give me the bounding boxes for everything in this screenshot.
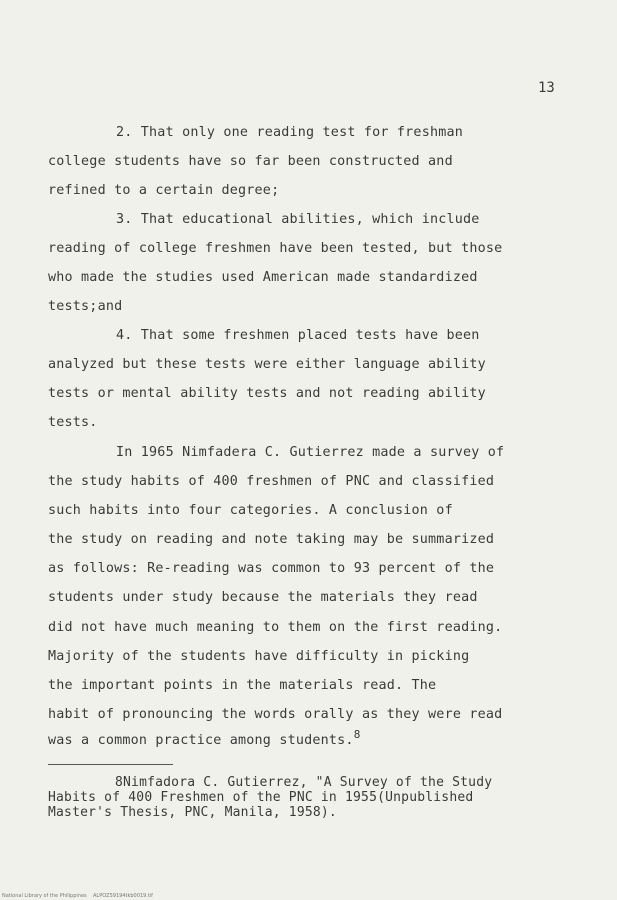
text-line: 4. That some freshmen placed tests have been <box>116 328 480 343</box>
text-line: Majority of the students have difficulty in picking <box>48 649 470 664</box>
text-line: did not have much meaning to them on the first reading. <box>48 620 503 635</box>
text-line: tests. <box>48 415 98 430</box>
footnote-rule <box>48 764 173 765</box>
page-number: 13 <box>538 80 555 96</box>
text-line: 3. That educational abilities, which include <box>116 212 480 227</box>
text-line: the study habits of 400 freshmen of PNC and classified <box>48 474 495 489</box>
text-line: students under study because the materials they read <box>48 590 478 605</box>
text-line: the study on reading and note taking may be summarized <box>48 532 495 547</box>
text-line: college students have so far been constructed and <box>48 154 453 169</box>
footnote-line: Habits of 400 Freshmen of the PNC in 1955(Unpublished <box>48 790 474 805</box>
text-line: tests or mental ability tests and not reading ability <box>48 386 486 401</box>
text-line: 2. That only one reading test for freshman <box>116 125 463 140</box>
text-line-with-footnote <box>48 728 361 748</box>
footnote-line: 8Nimfadora C. Gutierrez, "A Survey of the Study <box>115 775 493 790</box>
archive-footer: National Library of the Philippines ALPOZ59194tkb0019.tif <box>2 893 153 899</box>
text-line-content: was a common practice among students. <box>48 733 354 748</box>
text-line: tests;and <box>48 299 123 314</box>
text-line: In 1965 Nimfadera C. Gutierrez made a survey of <box>116 445 505 460</box>
text-line: refined to a certain degree; <box>48 183 280 198</box>
text-line: analyzed but these tests were either language ability <box>48 357 486 372</box>
text-line: such habits into four categories. A conclusion of <box>48 503 453 518</box>
footnote-line: Master's Thesis, PNC, Manila, 1958). <box>48 805 337 820</box>
footnote-marker: 8 <box>353 728 361 741</box>
text-line: habit of pronouncing the words orally as they were read <box>48 707 503 722</box>
text-line: the important points in the materials read. The <box>48 678 437 693</box>
text-line: as follows: Re-reading was common to 93 percent of the <box>48 561 495 576</box>
text-line: who made the studies used American made standardized <box>48 270 478 285</box>
text-line: reading of college freshmen have been tested, but those <box>48 241 503 256</box>
